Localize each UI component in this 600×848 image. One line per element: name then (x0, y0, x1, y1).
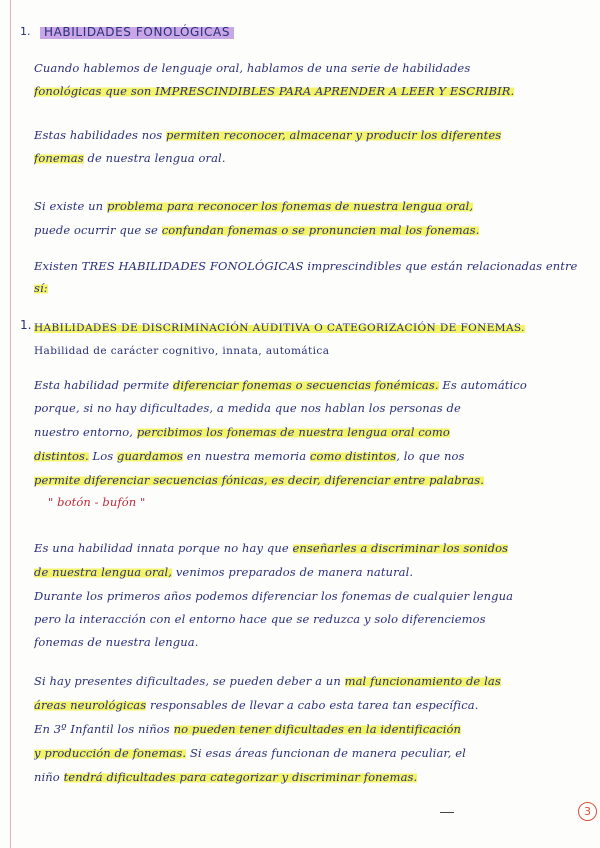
s2-line-1 (34, 540, 590, 556)
p2-highlight: permiten reconocer, almacenar y producir los diferentes (166, 128, 502, 142)
p2-line-1 (34, 127, 590, 143)
s1-line-2: porque, si no hay dificultades, a medida que nos hablan los personas de (34, 401, 461, 415)
s1-text-4a: Los (88, 449, 118, 463)
s3-text-2: responsables de llevar a cabo esta tarea tan específica. (146, 698, 479, 712)
s1-text-3: nuestro entorno, (34, 425, 137, 439)
p4-text: Existen TRES HABILIDADES FONOLÓGICAS imprescindibles que están relacionadas entre (34, 259, 578, 273)
s3-line-2 (34, 697, 590, 713)
s3-line-3 (34, 721, 590, 737)
s2-line-4: pero la interacción con el entorno hace que se reduzca y solo diferenciemos (34, 612, 486, 626)
margin-line (10, 0, 11, 848)
s1-line-1 (34, 377, 590, 393)
s3-text: Si hay presentes dificultades, se pueden deber a un (34, 674, 345, 688)
s1-line-3 (34, 424, 590, 440)
s3-highlight-2: áreas neurológicas (34, 698, 147, 712)
title-number: 1. (20, 25, 31, 38)
p1-line-1: Cuando hablemos de lenguaje oral, hablamos de una serie de habilidades (34, 61, 471, 75)
s1-text-4b: en nuestra memoria (183, 449, 310, 463)
s3-text-3: En 3º Infantil los niños (34, 722, 174, 736)
p3-line-2 (34, 222, 590, 238)
example-words: " botón - bufón " (48, 495, 146, 509)
p1-line-2 (34, 83, 590, 99)
s1-text: Esta habilidad permite (34, 378, 173, 392)
p2-text-2: de nuestra lengua oral. (83, 151, 226, 165)
p4-text-2: sí: (34, 281, 48, 295)
s1-line-5 (34, 472, 590, 488)
p3-text: Si existe un (34, 199, 107, 213)
s1-text-4c: , lo que nos (396, 449, 465, 463)
s2-highlight-2: de nuestra lengua oral, (34, 565, 173, 579)
s1-highlight-5: permite diferenciar secuencias fónicas, es decir, diferenciar entre palabras. (34, 473, 484, 487)
s1-highlight-4c: como distintos (309, 449, 397, 463)
s3-line-4 (34, 745, 590, 761)
p2-line-2 (34, 150, 590, 166)
s3-highlight-4: y producción de fonemas. (34, 746, 187, 760)
s1-line-4 (34, 448, 590, 464)
p3-highlight-2: confundan fonemas o se pronuncien mal los fonemas. (161, 223, 480, 237)
s2-line-5: fonemas de nuestra lengua. (34, 635, 199, 649)
s3-highlight-3: no pueden tener dificultades en la identificación (173, 722, 462, 736)
p4-line-1 (34, 258, 590, 274)
s2-highlight: enseñarles a discriminar los sonidos (292, 541, 509, 555)
s1-highlight-3: percibimos los fonemas de nuestra lengua oral como (136, 425, 450, 439)
p1-line-2-text: fonológicas que son IMPRESCINDIBLES PARA APRENDER A LEER Y ESCRIBIR. (34, 84, 515, 98)
p4-line-2 (34, 280, 590, 296)
s3-highlight: mal funcionamiento de las (344, 674, 501, 688)
s1-highlight-4b: guardamos (117, 449, 184, 463)
section-subheading: Habilidad de carácter cognitivo, innata, automática (34, 345, 330, 357)
s2-text: Es una habilidad innata porque no hay que (34, 541, 293, 555)
page-title: HABILIDADES FONOLÓGICAS (40, 24, 234, 40)
s3-text-5: niño (34, 770, 64, 784)
s2-text-2: venimos preparados de manera natural. (172, 565, 414, 579)
p3-text-2: puede ocurrir que se (34, 223, 162, 237)
p3-line-1 (34, 198, 590, 214)
s2-line-3: Durante los primeros años podemos diferenciar los fonemas de cualquier lengua (34, 589, 514, 603)
p2-highlight-2: fonemas (34, 151, 84, 165)
s3-text-4: Si esas áreas funcionan de manera peculiar, el (186, 746, 466, 760)
page-number: 3 (578, 802, 597, 821)
s3-line-1 (34, 673, 590, 689)
s1-highlight: diferenciar fonemas o secuencias fonémicas. (172, 378, 439, 392)
p2-text: Estas habilidades nos (34, 128, 167, 142)
section-number: 1. (20, 318, 32, 332)
s3-highlight-5: tendrá dificultades para categorizar y discriminar fonemas. (63, 770, 418, 784)
s2-line-2 (34, 564, 590, 580)
section-heading (34, 320, 590, 336)
s1-text-b: Es automático (438, 378, 527, 392)
s1-highlight-4a: distintos. (34, 449, 89, 463)
pen-mark (440, 812, 454, 813)
section-heading-text: HABILIDADES DE DISCRIMINACIÓN AUDITIVA O CATEGORIZACIÓN DE FONEMAS. (34, 322, 525, 334)
s3-line-5 (34, 769, 590, 785)
p3-highlight: problema para reconocer los fonemas de nuestra lengua oral, (106, 199, 474, 213)
